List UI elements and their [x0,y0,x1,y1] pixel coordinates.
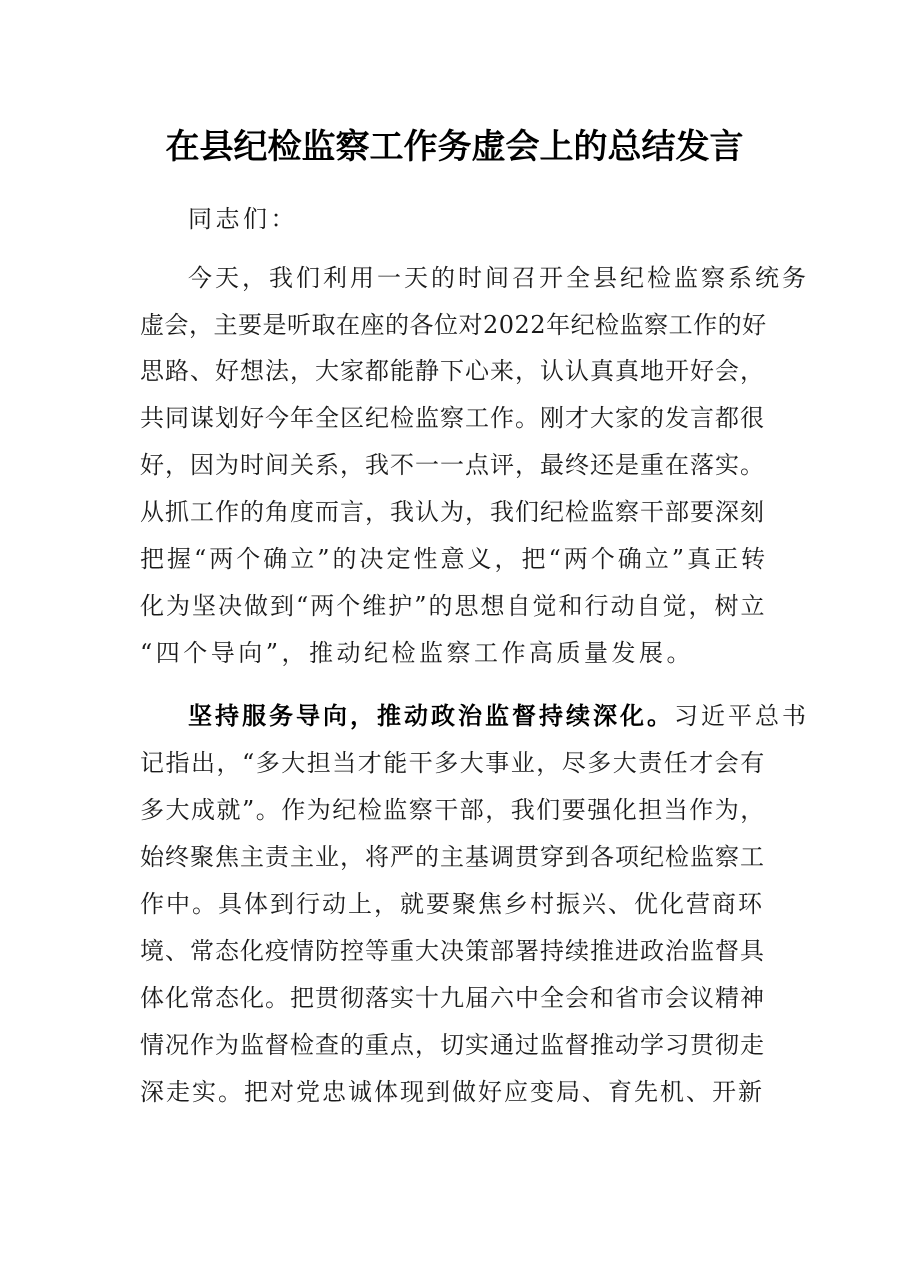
document-title: 在县纪检监察工作务虚会上的总结发言 [165,127,744,167]
paragraph-line: 作中。具体到行动上，就要聚焦乡村振兴、优化营商环 [140,890,764,918]
paragraph-line: 记指出，“多大担当才能干多大事业，尽多大责任才会有 [140,749,766,777]
paragraph-line: 把握“两个确立”的决定性意义，把“两个确立”真正转 [140,545,769,573]
paragraph-line: “四个导向”，推动纪检监察工作高质量发展。 [140,639,695,667]
paragraph-line: 思路、好想法，大家都能静下心来，认认真真地开好会， [140,357,765,385]
paragraph-line: 好，因为时间关系，我不一一点评，最终还是重在落实。 [140,451,765,479]
paragraph-line: 虚会，主要是听取在座的各位对2022年纪检监察工作的好 [140,311,767,339]
paragraph-line: 多大成就”。作为纪检监察干部，我们要强化担当作为， [140,796,766,824]
paragraph-first-line [188,700,818,732]
paragraph-line: 共同谋划好今年全区纪检监察工作。刚才大家的发言都很 [140,404,765,432]
salutation: 同志们： [188,205,298,233]
paragraph-line-rest: 习近平总书 [674,702,809,730]
paragraph-line: 始终聚焦主责主业，将严的主基调贯穿到各项纪检监察工 [140,843,765,871]
paragraph-line: 化为坚决做到“两个维护”的思想自觉和行动自觉，树立 [140,592,767,620]
paragraph-line: 情况作为监督检查的重点，切实通过监督推动学习贯彻走 [140,1031,765,1059]
paragraph-line: 深走实。把对党忠诚体现到做好应变局、育先机、开新 [140,1078,764,1106]
paragraph-line: 从抓工作的角度而言，我认为，我们纪检监察干部要深刻 [140,498,765,526]
paragraph-line: 今天，我们利用一天的时间召开全县纪检监察系统务 [188,264,809,292]
section-heading: 坚持服务导向，推动政治监督持续深化。 [188,701,674,730]
paragraph-line: 境、常态化疫情防控等重大决策部署持续推进政治监督具 [140,937,765,965]
paragraph-line: 体化常态化。把贯彻落实十九届六中全会和省市会议精神 [140,984,765,1012]
